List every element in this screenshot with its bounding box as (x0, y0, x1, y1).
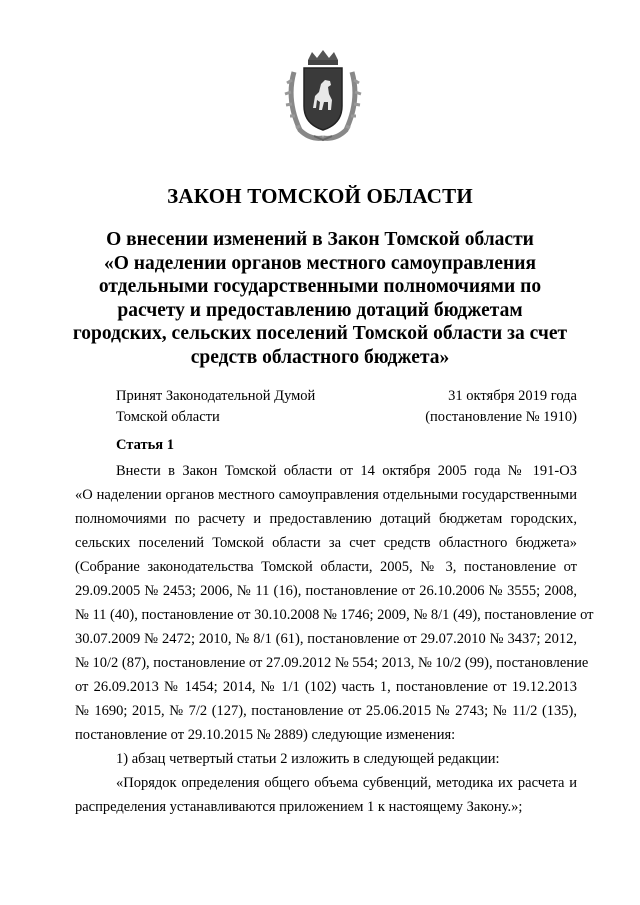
body-line: «Порядок определения общего объема субвенций, методика их расчета и (116, 775, 577, 791)
subtitle-line: «О наделении органов местного самоуправления (103, 252, 537, 274)
article-body (75, 459, 594, 819)
body-line: № 1690; 2015, № 7/2 (127), постановление от 25.06.2015 № 2743; № 11/2 (135), (75, 703, 577, 719)
body-line: 30.07.2009 № 2472; 2010, № 8/1 (61), постановление от 29.07.2010 № 3437; 2012, (75, 631, 577, 647)
subtitle-line: городских, сельских поселений Томской области за счет (72, 323, 568, 344)
body-line: 29.09.2005 № 2453; 2006, № 11 (16), постановление от 26.10.2006 № 3555; 2008, (75, 583, 577, 599)
body-line: сельских поселений Томской области за счет средств областного бюджета» (75, 535, 577, 551)
tomsk-coat-of-arms-icon (284, 50, 362, 142)
adoption-date: 31 октября 2019 года (448, 388, 577, 404)
adopted-by-line: Принят Законодательной Думой (116, 388, 316, 404)
body-line: постановление от 29.10.2015 № 2889) следующие изменения: (75, 727, 456, 743)
adopted-by-line: Томской области (116, 409, 220, 425)
body-line: от 26.09.2013 № 1454; 2014, № 1/1 (102) часть 1, постановление от 19.12.2013 (75, 679, 577, 695)
subtitle-line: О внесении изменений в Закон Томской области (106, 229, 534, 250)
resolution-number: (постановление № 1910) (425, 409, 577, 425)
adopted-by (116, 386, 315, 428)
body-line: Внести в Закон Томской области от 14 октября 2005 года № 191-ОЗ (116, 463, 577, 479)
body-line: «О наделении органов местного самоуправления отдельными государственными (75, 487, 577, 503)
subtitle-line: отдельными государственными полномочиями по (98, 276, 542, 297)
body-line: № 11 (40), постановление от 30.10.2008 № 1746; 2009, № 8/1 (49), постановление от (75, 607, 594, 623)
body-line: № 10/2 (87), постановление от 27.09.2012 № 554; 2013, № 10/2 (99), постановление (75, 655, 589, 671)
law-title: ЗАКОН ТОМСКОЙ ОБЛАСТИ (167, 184, 473, 208)
body-line: (Собрание законодательства Томской области, 2005, № 3, постановление от (75, 559, 577, 575)
adoption-date-block (425, 386, 577, 428)
body-line: полномочиями по расчету и предоставлению дотаций бюджетам городских, (75, 511, 577, 527)
subtitle-line: средств областного бюджета» (190, 346, 450, 368)
article-heading: Статья 1 (116, 437, 174, 453)
body-line: распределения устанавливаются приложением 1 к настоящему Закону.»; (75, 799, 523, 815)
subtitle-line: расчету и предоставлению дотаций бюджетам (117, 299, 523, 321)
law-subtitle (60, 228, 580, 369)
body-line: 1) абзац четвертый статьи 2 изложить в следующей редакции: (116, 751, 500, 767)
